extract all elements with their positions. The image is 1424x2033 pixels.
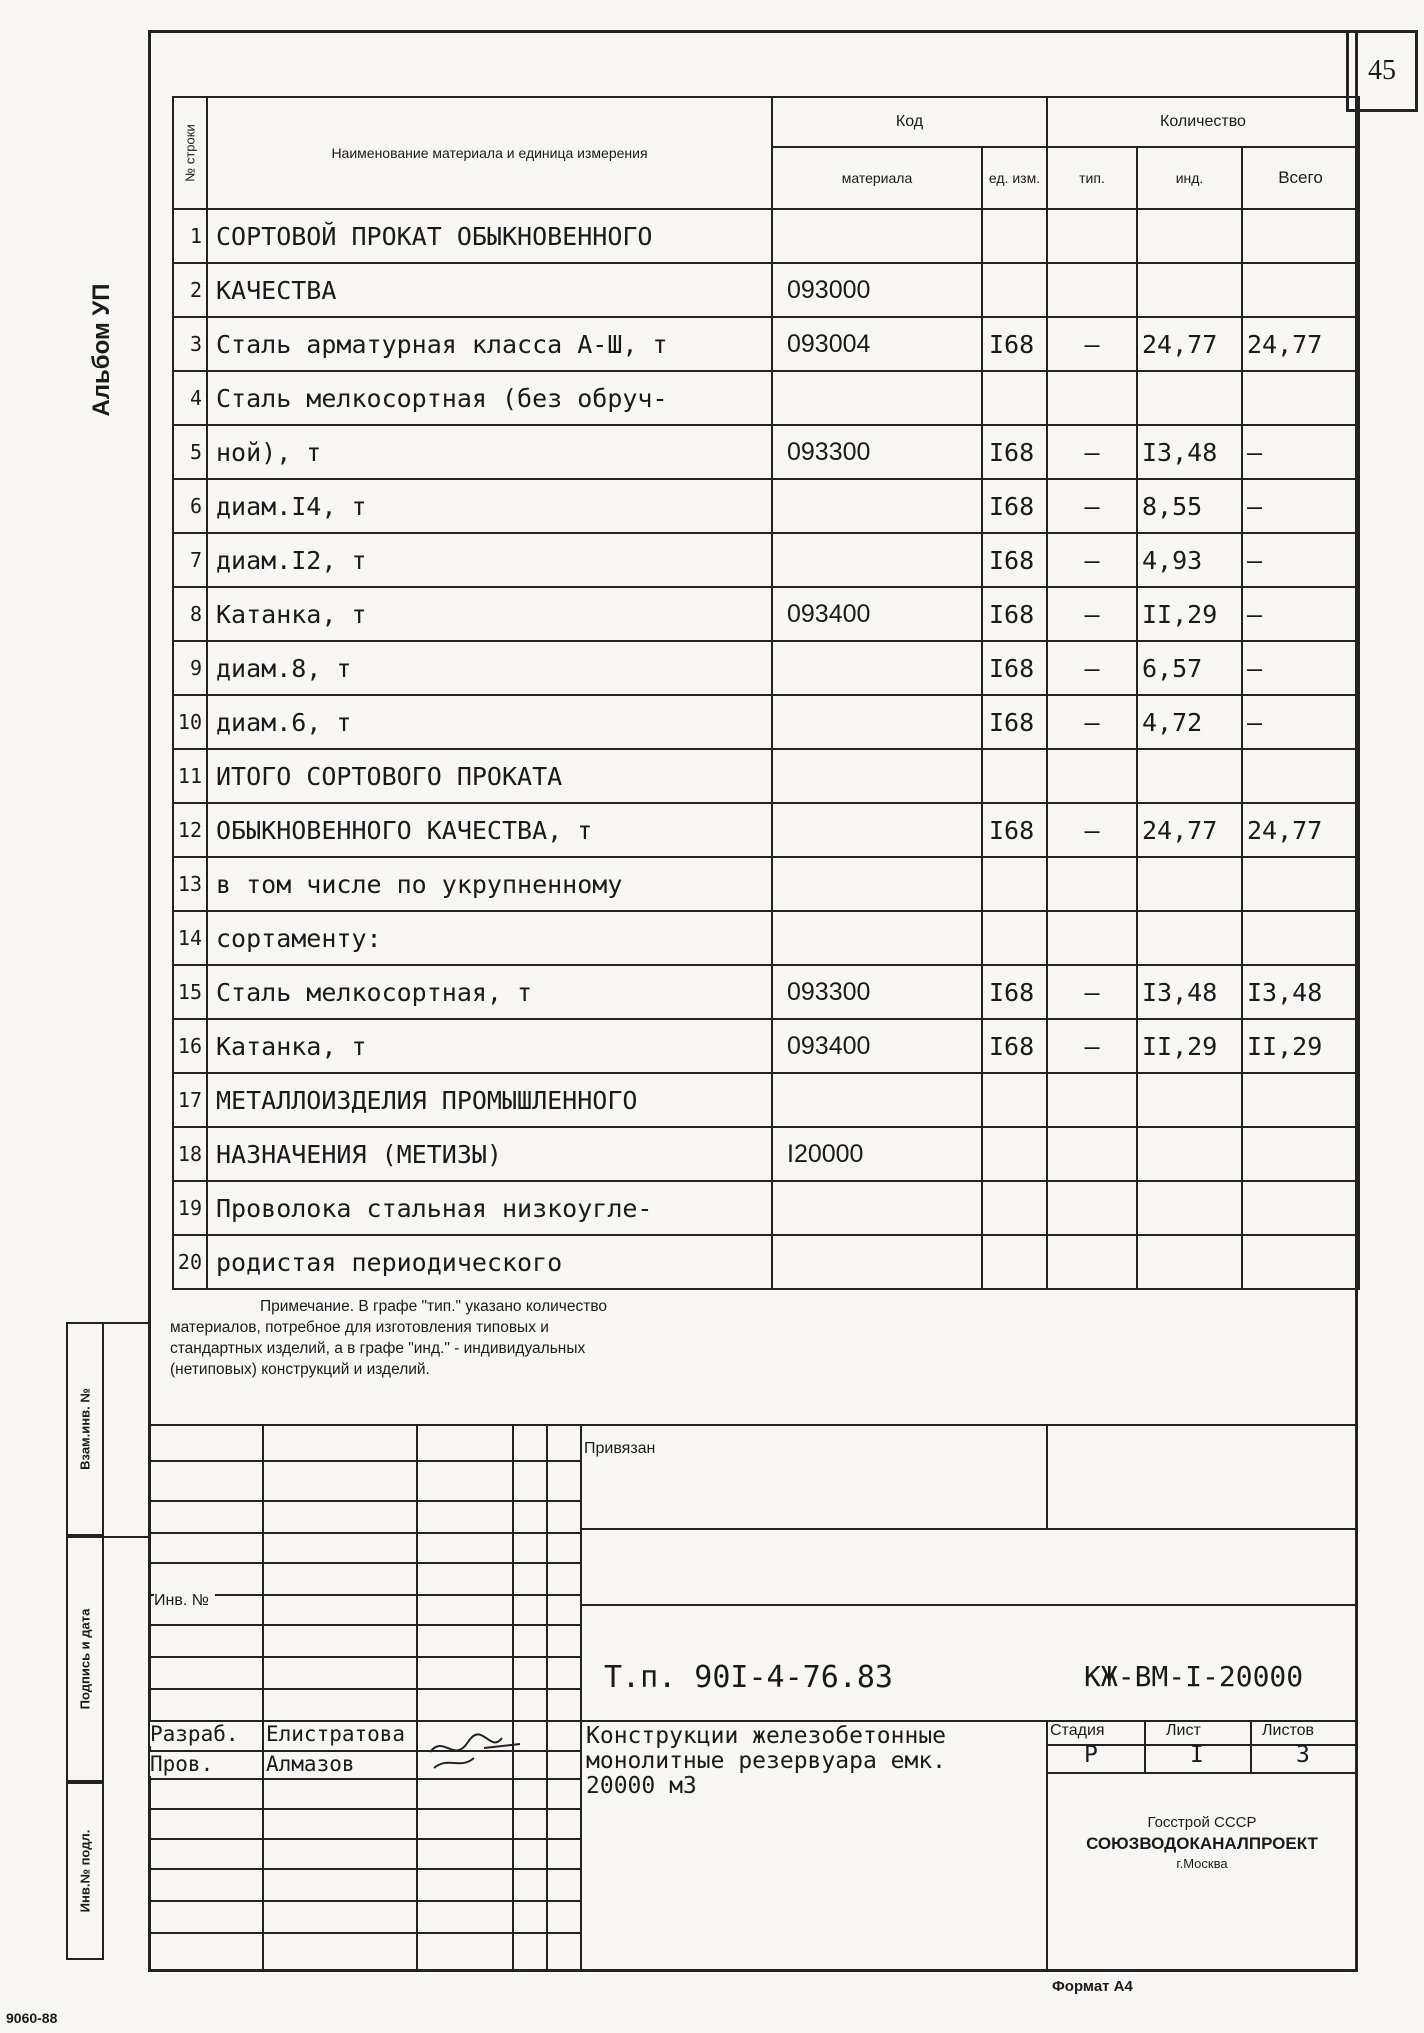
table-row: 18 НАЗНАЧЕНИЯ (МЕТИЗЫ) I20000	[173, 1127, 1359, 1181]
side-connector	[104, 1536, 150, 1538]
stamp-line	[580, 1528, 1358, 1530]
org-line1: Госстрой СССР	[1147, 1814, 1257, 1831]
stamp-divider	[262, 1424, 264, 1972]
album-label: Альбом УП	[88, 283, 115, 417]
sheet-label: Лист	[1166, 1722, 1201, 1739]
bottom-code: 9060-88	[6, 2010, 58, 2026]
sheets-label: Листов	[1262, 1722, 1314, 1739]
header-row-no: № строки	[173, 97, 207, 209]
header-qty-ind: инд.	[1137, 147, 1242, 209]
table-row: 3 Сталь арматурная класса А-Ш, т 093004 I68 – 24,77 24,77	[173, 317, 1359, 371]
table-row: 10 диам.6, т I68 – 4,72 –	[173, 695, 1359, 749]
table-row: 15 Сталь мелкосортная, т 093300 I68 – I3,48 I3,48	[173, 965, 1359, 1019]
table-row: 6 диам.I4, т I68 – 8,55 –	[173, 479, 1359, 533]
header-code-unit: ед. изм.	[982, 147, 1047, 209]
signature	[424, 1724, 534, 1772]
stamp-divider	[1046, 1424, 1048, 1528]
header-name: Наименование материала и единица измерения	[207, 97, 772, 209]
stamp-divider	[416, 1424, 418, 1972]
stamp-line	[148, 1500, 580, 1502]
stamp-line	[148, 1624, 580, 1626]
header-qty-total: Всего	[1242, 147, 1359, 209]
sheet-code: КЖ-ВМ-I-20000	[1084, 1660, 1304, 1693]
materials-table	[172, 96, 1360, 1290]
stamp-line	[148, 1532, 580, 1534]
sheets-value: 3	[1296, 1742, 1310, 1768]
table-row: 2 КАЧЕСТВА 093000	[173, 263, 1359, 317]
stamp-top-border	[148, 1424, 1358, 1426]
doc-code: Т.п. 90I-4-76.83	[604, 1660, 893, 1695]
stamp-line	[148, 1932, 580, 1934]
stage-value: Р	[1084, 1742, 1098, 1768]
table-row: 13 в том числе по укрупненному	[173, 857, 1359, 911]
table-row: 20 родистая периодического	[173, 1235, 1359, 1289]
sheet-value: I	[1190, 1742, 1204, 1768]
table-row: 8 Катанка, т 093400 I68 – II,29 –	[173, 587, 1359, 641]
header-code: Код	[772, 97, 1047, 147]
header-code-material: материала	[772, 147, 982, 209]
org-line3: г.Москва	[1176, 1856, 1228, 1871]
person-developer: Елистратова	[266, 1722, 406, 1746]
side-label-podpis-data: Подпись и дата	[66, 1536, 104, 1782]
role-checker: Пров.	[150, 1752, 214, 1776]
stamp-line	[148, 1656, 580, 1658]
role-developer: Разраб.	[150, 1722, 239, 1746]
table-row: 7 диам.I2, т I68 – 4,93 –	[173, 533, 1359, 587]
table-row: 16 Катанка, т 093400 I68 – II,29 II,29	[173, 1019, 1359, 1073]
stamp-line	[148, 1808, 580, 1810]
stamp-line	[148, 1838, 580, 1840]
stamp-line	[148, 1868, 580, 1870]
format-label: Формат А4	[1052, 1978, 1133, 1995]
stamp-line	[148, 1460, 580, 1462]
table-row: 1 СОРТОВОЙ ПРОКАТ ОБЫКНОВЕННОГО	[173, 209, 1359, 263]
stamp-line	[148, 1688, 580, 1690]
side-label-vzam-inv: Взам.инв. №	[66, 1322, 104, 1536]
stamp-line	[580, 1720, 1358, 1722]
privyazan-label: Привязан	[584, 1440, 656, 1457]
stamp-line	[580, 1604, 1358, 1606]
stamp-line	[148, 1900, 580, 1902]
table-row: 9 диам.8, т I68 – 6,57 –	[173, 641, 1359, 695]
table-row: 19 Проволока стальная низкоугле-	[173, 1181, 1359, 1235]
table-row: 17 МЕТАЛЛОИЗДЕЛИЯ ПРОМЫШЛЕННОГО	[173, 1073, 1359, 1127]
stamp-divider	[546, 1424, 548, 1972]
drawing-title: Конструкции железобетонные монолитные резервуара емк. 20000 м3	[586, 1723, 947, 1799]
inv-no-label: Инв. №	[154, 1592, 215, 1610]
side-connector	[104, 1322, 150, 1324]
side-label-inv-podl: Инв.№ подл.	[66, 1782, 104, 1960]
header-qty-typ: тип.	[1047, 147, 1137, 209]
stamp-divider	[580, 1424, 582, 1972]
table-row: 5 ной), т 093300 I68 – I3,48 –	[173, 425, 1359, 479]
org-line2: СОЮЗВОДОКАНАЛПРОЕКТ	[1086, 1834, 1318, 1853]
stamp-line	[148, 1562, 580, 1564]
table-row: 12 ОБЫКНОВЕННОГО КАЧЕСТВА, т I68 – 24,77 24,77	[173, 803, 1359, 857]
stamp-line	[148, 1778, 580, 1780]
table-note: Примечание. В графе "тип." указано количество материалов, потребное для изготовления типовых и стандартных изделий, а в графе "инд." - индивидуальных (нетиповых) конструкций и изделий.	[170, 1298, 608, 1378]
table-row: 14 сортаменту:	[173, 911, 1359, 965]
page-number: 45	[1346, 30, 1418, 112]
stage-label: Стадия	[1050, 1722, 1105, 1739]
header-quantity: Количество	[1047, 97, 1359, 147]
table-row: 11 ИТОГО СОРТОВОГО ПРОКАТА	[173, 749, 1359, 803]
stamp-line	[1046, 1772, 1358, 1774]
stamp-divider	[1250, 1720, 1252, 1772]
stamp-divider	[512, 1424, 514, 1972]
stamp-divider	[1144, 1720, 1146, 1772]
person-checker: Алмазов	[266, 1752, 355, 1776]
table-row: 4 Сталь мелкосортная (без обруч-	[173, 371, 1359, 425]
